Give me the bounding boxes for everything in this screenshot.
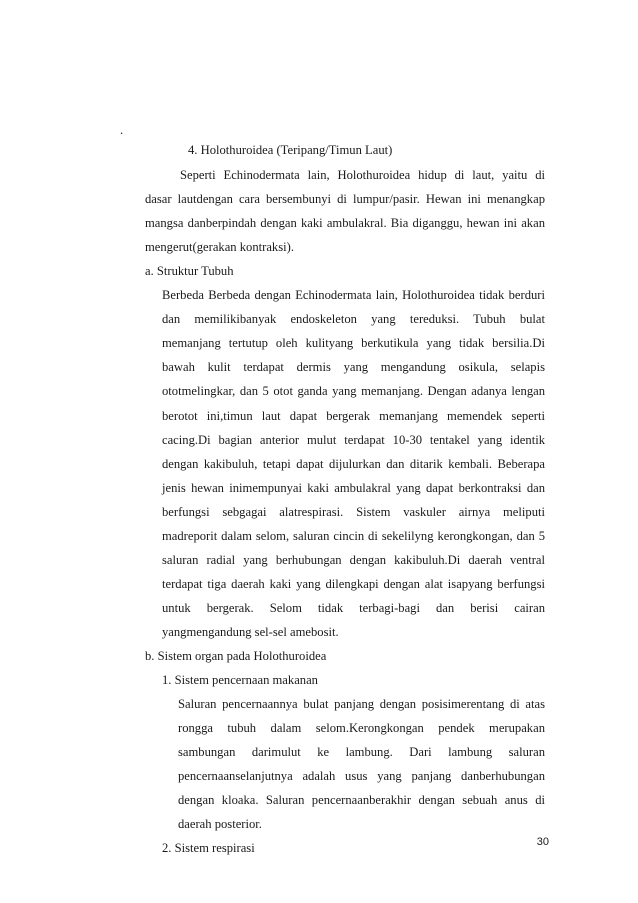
list-item-title: 1. Sistem pencernaan makanan — [162, 673, 318, 687]
paragraph-line: mangsa danberpindah dengan kaki ambulakral. Bia diganggu, hewan ini akan — [145, 216, 545, 230]
paragraph-line: mengerut(gerakan kontraksi). — [145, 240, 294, 254]
stray-mark: . — [120, 122, 124, 137]
body-line: berotot ini,timun laut dapat bergerak memanjang memendek seperti — [162, 409, 545, 423]
body-line: yangmengandung sel-sel amebosit. — [162, 625, 339, 639]
list-item-title: 2. Sistem respirasi — [162, 841, 255, 855]
subsection-heading-b: b. Sistem organ pada Holothuroidea — [145, 649, 327, 663]
body-line: dan memilikibanyak endoskeleton yang tereduksi. Tubuh bulat — [162, 312, 545, 326]
body-line: cacing.Di bagian anterior mulut terdapat 10-30 tentakel yang identik — [162, 433, 545, 447]
body-line: rongga tubuh dalam selom.Kerongkongan pendek merupakan — [178, 721, 545, 735]
body-line: saluran radial yang berhubungan dengan kakibuluh.Di daerah ventral — [162, 553, 545, 567]
body-line: jenis hewan inimempunyai kaki ambulakral yang dapat berkontraksi dan — [162, 481, 545, 495]
body-line: Saluran pencernaannya bulat panjang dengan posisimerentang di atas — [178, 697, 545, 711]
body-line: berfungsi sebgagai alatrespirasi. Sistem vaskuler airnya meliputi — [162, 505, 545, 519]
body-line: ototmelingkar, dan 5 otot ganda yang memanjang. Dengan adanya lengan — [162, 384, 545, 398]
body-line: untuk bergerak. Selom tidak terbagi-bagi dan berisi cairan — [162, 601, 545, 615]
subsection-heading-a: a. Struktur Tubuh — [145, 264, 234, 278]
body-line: Berbeda Berbeda dengan Echinodermata lain, Holothuroidea tidak berduri — [162, 288, 545, 302]
body-line: pencernaanselanjutnya adalah usus yang panjang danberhubungan — [178, 769, 545, 783]
page-number: 30 — [536, 836, 549, 848]
paragraph-line: Seperti Echinodermata lain, Holothuroidea hidup di laut, yaitu di — [180, 168, 545, 182]
body-line: memanjang tertutup oleh kulityang berkutikula yang tidak bersilia.Di — [162, 336, 545, 350]
body-line: madreporit dalam selom, saluran cincin di sekelilyng kerongkongan, dan 5 — [162, 529, 545, 543]
body-line: dengan kloaka. Saluran pencernaanberakhir dengan sebuah anus di — [178, 793, 545, 807]
paragraph-line: dasar lautdengan cara bersembunyi di lumpur/pasir. Hewan ini menangkap — [145, 192, 545, 206]
body-line: terdapat tiga daerah kaki yang dilengkapi dengan alat isapyang berfungsi — [162, 577, 545, 591]
body-line: sambungan darimulut ke lambung. Dari lambung saluran — [178, 745, 545, 759]
body-line: dengan kakibuluh, tetapi dapat dijulurkan dan ditarik kembali. Beberapa — [162, 457, 545, 471]
section-heading: 4. Holothuroidea (Teripang/Timun Laut) — [188, 143, 393, 157]
body-line: daerah posterior. — [178, 817, 262, 831]
body-line: bawah kulit terdapat dermis yang mengandung osikula, selapis — [162, 360, 545, 374]
